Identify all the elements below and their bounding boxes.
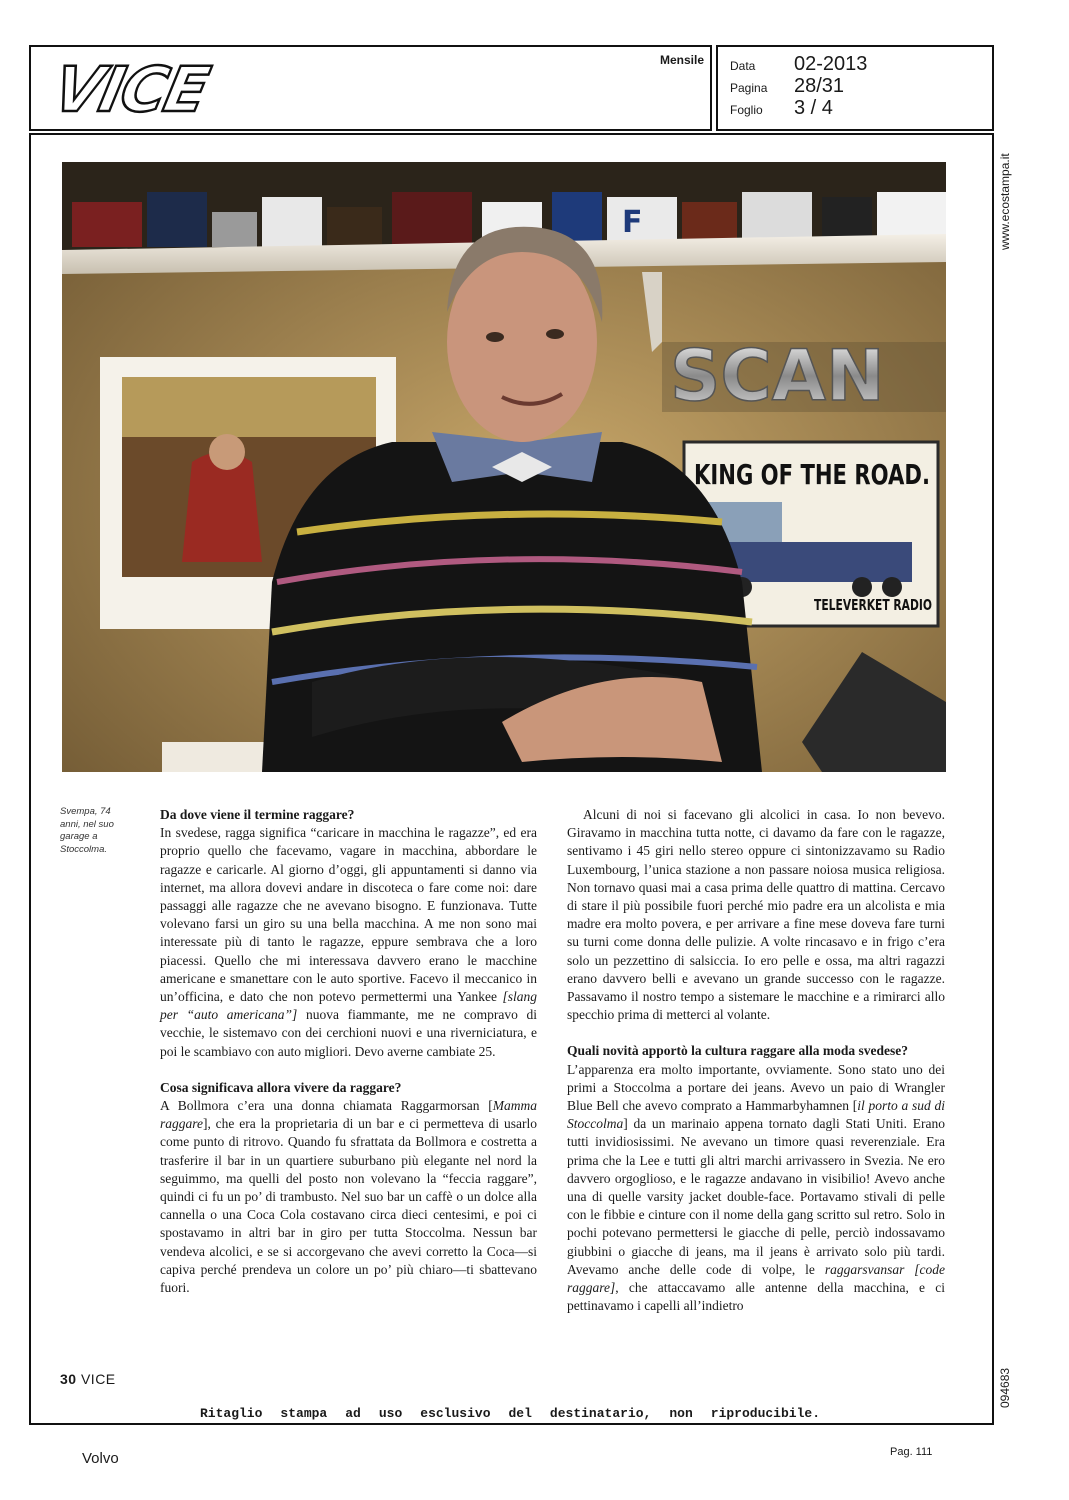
- meta-label: Data: [730, 59, 756, 73]
- header-logo-box: [29, 45, 712, 131]
- header-meta-box: [716, 45, 994, 131]
- page-brand: VICE: [80, 1371, 116, 1387]
- answer-text: ] da un marinaio appena tornato dagli Stati Uniti. Erano tutti invidiosissimi. Ne avevano un timore quasi reverenziale. Era prima che la Lee e tutti gli altri marchi arrivassero in Svezia. Ne ero davvero orgoglioso, e le ragazze andavano in visibilio! Avevo anche una di quelle varsity jacket double-face. Portavamo stivali di pelle con le fibbie e cinture con il nome della gang scritto sul retro. Solo in pochi potevano permettersi le giacche di pelle, perciò indossavamo giubbini o giacche di jeans, ma il jeans è arrivato solo più tardi. Avevamo anche delle code di volpe, le: [567, 1116, 945, 1277]
- question-heading: Quali novità apportò la cultura raggare alla moda svedese?: [567, 1043, 908, 1059]
- answer-paragraph: Alcuni di noi si facevano gli alcolici in casa. Io non bevevo. Giravamo in macchina tutta notte, ci davamo da fare con le ragazze, sentivamo i 45 giri nello stereo oppure ci sintonizzavamo su Radio Luxembourg, l’unica stazione a non passare noiosa musica religiosa. Non tornavo quasi mai a casa prima delle quattro di mattina. Cercavo di stare il più possibile fuori perché mio padre era un alcolista e mia madre era molto povera, e per arrivare a fine mese doveva fare turni su turni come donna delle pulizie. A volte rincasavo e in frigo c’era solo un pezzettino di salsiccia. Io ero pelle e ossa, ma altri ragazzi erano davvero belli e avevano un grande successo con le ragazze. Passavamo il nostro tempo a sistemare le macchine e a rimirarci allo specchio prima di metterci al volante.: [567, 807, 945, 1023]
- poster-footer: TELEVERKET RADIO: [814, 596, 932, 614]
- page-number-value: 30: [60, 1371, 77, 1387]
- article-column-left: [160, 806, 537, 1297]
- article-column-right: [567, 806, 945, 1315]
- answer-paragraph: [160, 1097, 537, 1297]
- truck-lettering: F: [622, 205, 643, 240]
- answer-text: A Bollmora c’era una donna chiamata Raggarmorsan [: [160, 1098, 493, 1114]
- answer-italic: il porto a sud di Stoccolma: [567, 1098, 945, 1132]
- answer-text: L’apparenza era molto importante, ovviamente. Sono stato uno dei primi a Stoccolma a portare dei jeans. Avevo un paio di Wrangler Blue Bell che avevo comprato a Hammarbyhamnen [: [567, 1061, 945, 1114]
- vice-logo: VICE: [47, 53, 214, 126]
- page-number: [60, 1371, 116, 1387]
- photo-illustration: [62, 162, 946, 772]
- poster-title: KING OF THE ROAD.: [694, 458, 930, 491]
- meta-value: 28/31: [794, 75, 845, 97]
- answer-italic: [slang per “auto americana”]: [160, 989, 538, 1023]
- answer-italic: raggarsvansar [code raggare]: [567, 1261, 945, 1296]
- frequency-label: Mensile: [659, 53, 704, 67]
- meta-value: 02-2013: [794, 53, 868, 75]
- client-name: Volvo: [82, 1450, 119, 1467]
- chrome-sign: [662, 335, 946, 417]
- site-url: www.ecostampa.it: [998, 153, 1012, 250]
- photo-caption: Svempa, 74 anni, nel suo garage a Stoccolma.: [60, 806, 114, 855]
- answer-text: In svedese, ragga significa “caricare in macchina le ragazze”, ed era proprio quello che facevamo, vagare in macchina, abbordare le ragazze e caricarle. Al giorno d’oggi, gli appuntamenti si danno via internet, ma allora dovevi andare in discoteca o fare come noi: dare passaggi alle ragazze che ne avevano bisogno. E funzionava. Tutte volevano farsi un giro su una bella macchina. A me non sono mai interessate più di tanto le ragazze, eppure sembrava che a loro piacessi. Quello che mi interessava davvero erano le macchine americane e smanettare con le auto sportive. Facevo il meccanico in un’officina, e dato che non potevo permettermi una Yankee: [160, 825, 537, 1005]
- question-heading: Da dove viene il termine raggare?: [160, 807, 355, 822]
- answer-text: , che attaccavamo alle antenne della macchina, e ci pettinavamo i capelli all’indietro: [567, 1280, 945, 1314]
- clip-code: 094683: [998, 1367, 1012, 1408]
- answer-text: nuova fiammante, me ne compravo di vecchie, le sistemavo con dei cerchioni nuovi e una riverniciatura, e poi le scambiavo con auto migliori. Devo averne cambiate 25.: [160, 1007, 537, 1059]
- meta-value: 3 / 4: [794, 97, 833, 119]
- article-photo: [62, 162, 946, 772]
- answer-paragraph: [567, 1061, 945, 1316]
- answer-italic: Mamma raggare: [160, 1098, 537, 1132]
- meta-label: Pagina: [730, 81, 768, 95]
- answer-paragraph: [160, 824, 537, 1061]
- clipping-notice: Ritaglio stampa ad uso esclusivo del destinatario, non riproducibile.: [200, 1406, 820, 1421]
- meta-label: Foglio: [730, 103, 763, 117]
- answer-text: ], che era la proprietaria di un bar e ci permetteva di usarlo come punto di ritrovo. Quando fu sfrattata da Bollmora e costretta a trasferire il bar in un quartiere suburbano più elegante nel nord la seguimmo, ma quelli del posto non volevano la “feccia raggare”, quindi ci fu un po’ di trambusto. Nel suo bar un caffè o un dolce alla cannella o una Coca Cola costavano circa dieci centesimi, e poi ci spostavamo in altri bar in giro per tutta Stoccolma. Nessun bar vendeva alcolici, e se si accorgevano che avevi corretto la Coca—si capiva perché prendeva un colore un po’ più chiaro—ti sbattevano fuori.: [160, 1116, 537, 1296]
- footer-page: Pag. 111: [890, 1446, 933, 1458]
- question-heading: Cosa significava allora vivere da raggare?: [160, 1079, 402, 1095]
- sign-text: SCAN: [670, 335, 885, 417]
